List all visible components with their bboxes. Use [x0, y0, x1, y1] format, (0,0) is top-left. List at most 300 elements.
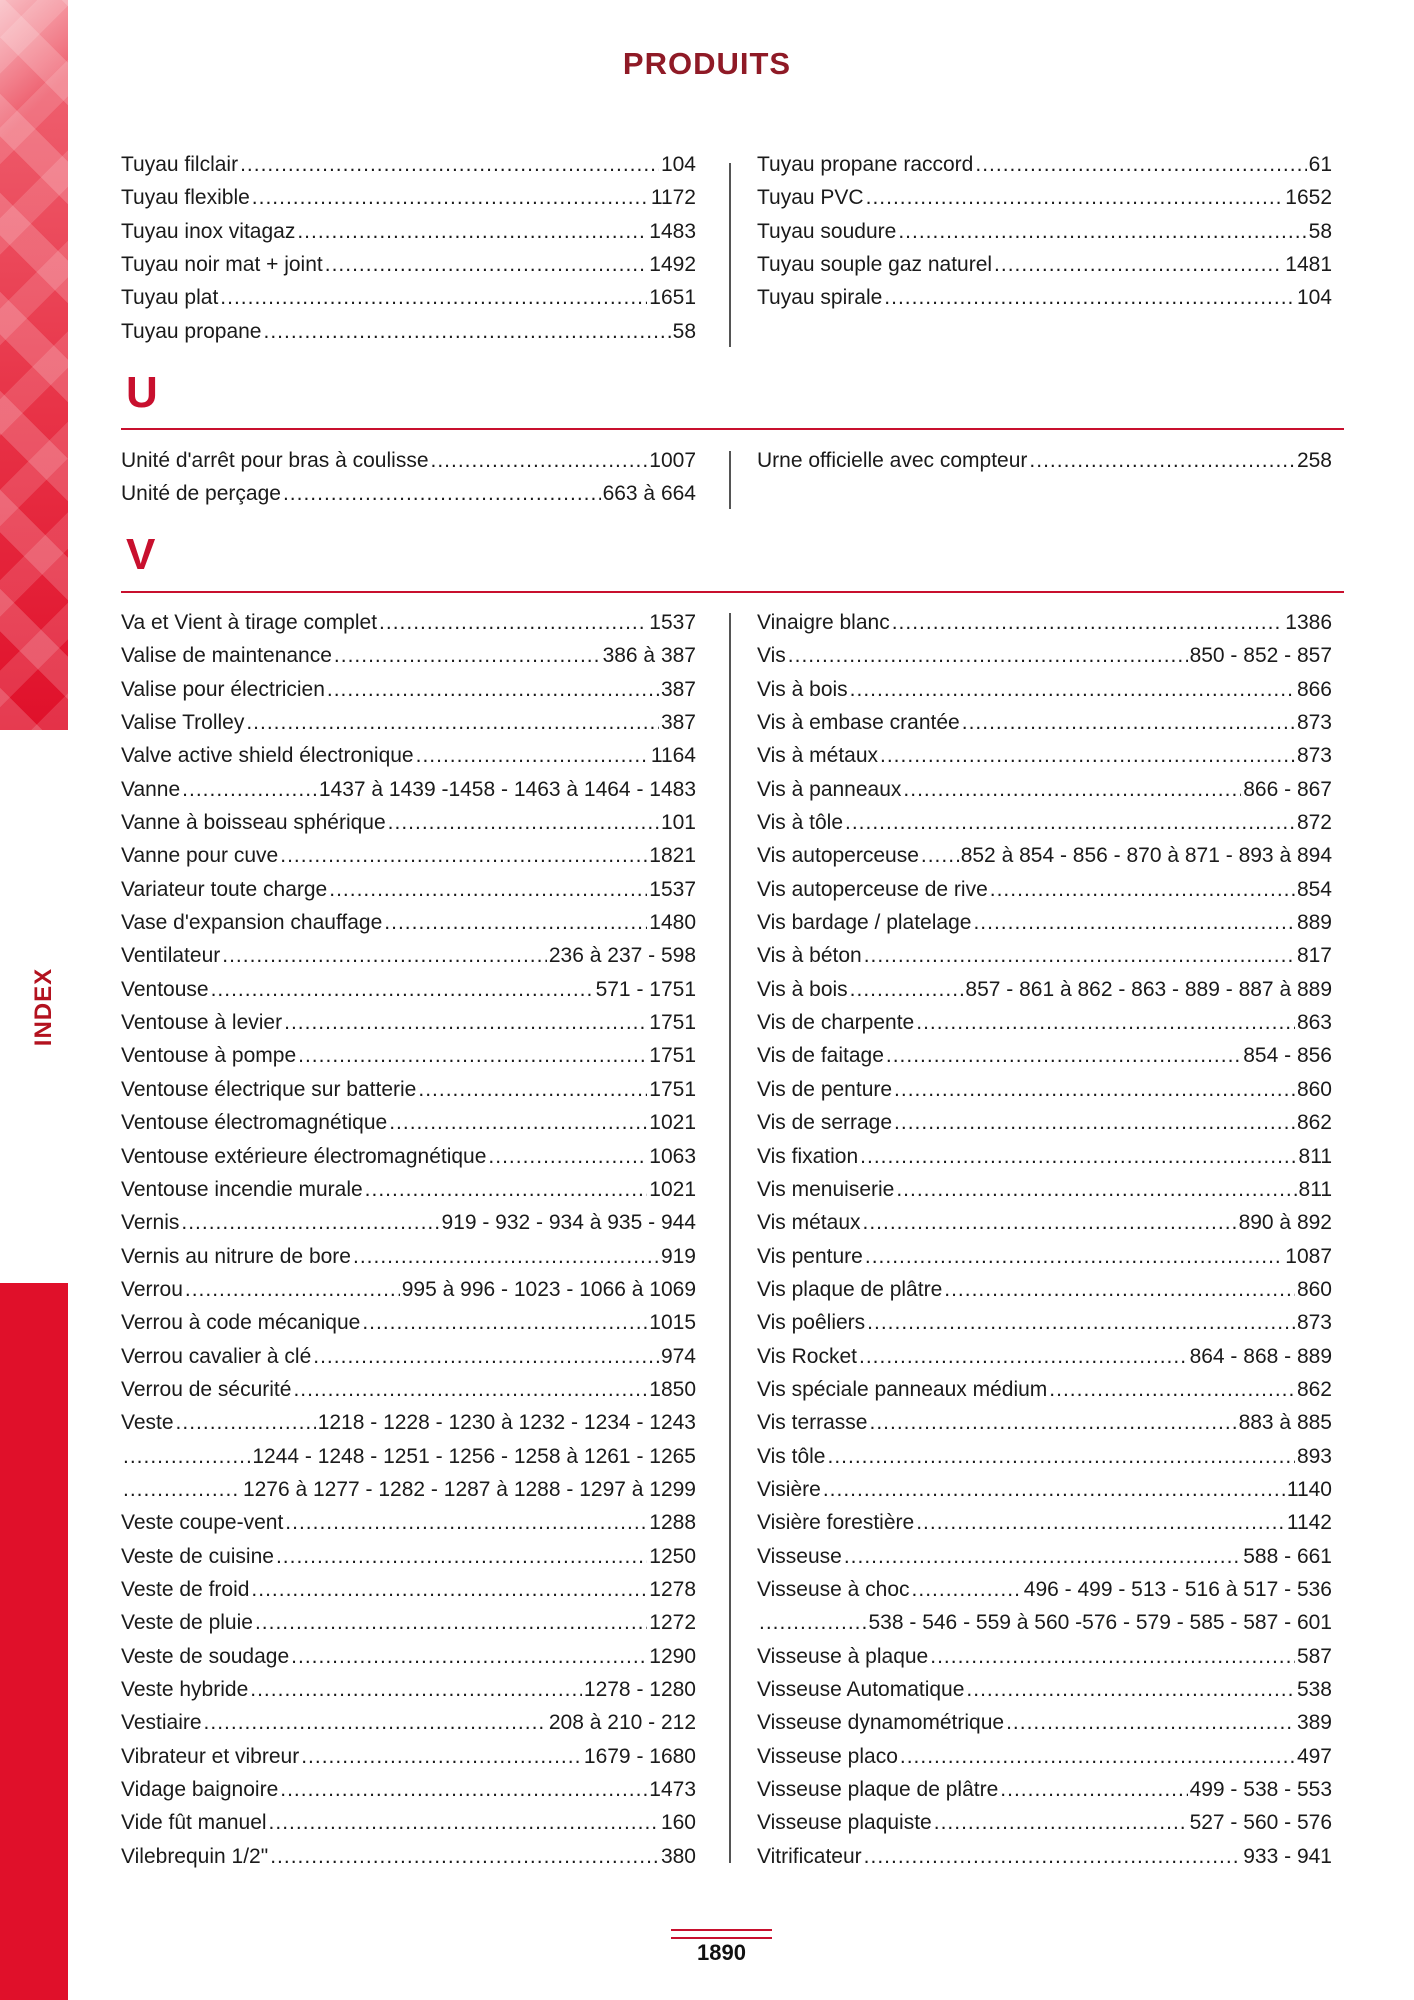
entry-page: 499 - 538 - 553 — [1189, 1778, 1332, 1802]
entry-page: 857 - 861 à 862 - 863 - 889 - 887 à 889 — [965, 977, 1332, 1001]
index-entry — [121, 1073, 696, 1106]
dot-leader — [255, 1606, 647, 1639]
dot-leader — [285, 1506, 647, 1539]
entry-term: Vis — [757, 644, 786, 668]
dot-leader — [860, 1140, 1296, 1173]
entry-page: 1272 — [649, 1611, 696, 1635]
entry-page: 863 — [1296, 1011, 1332, 1035]
index-entry — [121, 1039, 696, 1072]
index-entry — [757, 1039, 1332, 1072]
dot-leader — [867, 1306, 1295, 1339]
entry-page: 663 à 664 — [602, 482, 696, 506]
entry-page: 386 à 387 — [602, 644, 696, 668]
dot-leader — [823, 1473, 1285, 1506]
index-entry — [757, 1673, 1332, 1706]
entry-term: Ventouse — [121, 977, 209, 1001]
index-entry — [757, 1806, 1332, 1839]
dot-leader — [850, 673, 1295, 706]
dot-leader — [362, 1306, 647, 1339]
dot-leader — [416, 739, 649, 772]
index-entry — [757, 1640, 1332, 1673]
entry-term: Visière — [757, 1477, 821, 1501]
entry-page: 587 — [1296, 1644, 1332, 1668]
entry-term: Vestiaire — [121, 1711, 202, 1735]
entry-term: Visseuse plaquiste — [757, 1811, 932, 1835]
entry-page: 497 — [1296, 1744, 1332, 1768]
index-entry — [121, 1006, 696, 1039]
dot-leader — [185, 1273, 400, 1306]
entry-term: Veste de froid — [121, 1577, 250, 1601]
entry-page: 811 — [1298, 1144, 1332, 1168]
index-entry — [757, 1306, 1332, 1339]
u-left-column — [121, 444, 696, 511]
dot-leader — [934, 1806, 1188, 1839]
entry-page: 538 — [1296, 1678, 1332, 1701]
t-left-column — [121, 148, 696, 348]
entry-term: Ventouse électromagnétique — [121, 1111, 388, 1135]
index-entry — [121, 1406, 696, 1439]
u-right-column — [757, 444, 1332, 477]
entry-page: 890 à 892 — [1238, 1211, 1332, 1235]
index-entry — [121, 1706, 696, 1739]
entry-term: Vis à tôle — [757, 811, 843, 835]
index-entry — [121, 1640, 696, 1673]
index-entry — [757, 1006, 1332, 1039]
section-letter-v: V — [126, 530, 156, 579]
entry-term: Visseuse à choc — [757, 1577, 910, 1601]
index-entry — [121, 806, 696, 839]
entry-term: Vis terrasse — [757, 1411, 868, 1435]
index-entry — [757, 1373, 1332, 1406]
entry-page: 1276 à 1277 - 1282 - 1287 à 1288 - 1297 à 1299 — [242, 1477, 696, 1501]
index-entry — [121, 706, 696, 739]
index-entry — [757, 1173, 1332, 1206]
index-entry — [757, 1140, 1332, 1173]
entry-term: Vitrificateur — [757, 1844, 862, 1868]
index-entry — [121, 215, 696, 248]
index-entry — [757, 839, 1332, 872]
index-entry — [757, 973, 1332, 1006]
dot-leader — [280, 1773, 647, 1806]
t-column-divider — [729, 163, 731, 347]
entry-term: Ventilateur — [121, 944, 221, 968]
dot-leader — [384, 906, 647, 939]
entry-term: Verrou cavalier à clé — [121, 1344, 312, 1368]
entry-term: Vidage baignoire — [121, 1778, 279, 1802]
dot-leader — [211, 973, 594, 1006]
index-entry — [757, 1573, 1332, 1606]
entry-page: 919 — [660, 1244, 696, 1268]
dot-leader — [365, 1173, 648, 1206]
entry-page: 208 à 210 - 212 — [548, 1711, 696, 1735]
entry-term: Vis de charpente — [757, 1011, 915, 1035]
entry-page: 1652 — [1285, 186, 1332, 210]
v-right-column — [757, 606, 1332, 1873]
entry-term: Tuyau soudure — [757, 219, 897, 243]
entry-term: Ventouse extérieure électromagnétique — [121, 1144, 487, 1168]
dot-leader — [1029, 444, 1295, 477]
dot-leader — [252, 181, 649, 214]
entry-term: Verrou à code mécanique — [121, 1311, 361, 1335]
index-entry — [121, 148, 696, 181]
v-left-column — [121, 606, 696, 1873]
entry-term: Visseuse dynamométrique — [757, 1711, 1005, 1735]
t-right-column — [757, 148, 1332, 315]
entry-page: 862 — [1296, 1111, 1332, 1135]
dot-leader — [788, 639, 1188, 672]
entry-page: 387 — [660, 711, 696, 735]
index-entry — [121, 1506, 696, 1539]
index-entry — [121, 773, 696, 806]
dot-leader — [222, 939, 547, 972]
entry-page: 893 — [1296, 1444, 1332, 1468]
index-entry — [121, 1106, 696, 1139]
entry-term: Visière forestière — [757, 1511, 915, 1535]
entry-term: Vis à bois — [757, 677, 848, 701]
entry-page: 1021 — [649, 1177, 696, 1201]
entry-page: 1481 — [1285, 253, 1332, 277]
dot-leader — [1000, 1773, 1187, 1806]
entry-page: 258 — [1296, 449, 1332, 472]
dot-leader — [379, 606, 647, 639]
dot-leader — [270, 1840, 659, 1873]
index-entry — [121, 281, 696, 314]
entry-term: Vis menuiserie — [757, 1177, 895, 1201]
page-title: PRODUITS — [622, 46, 792, 81]
index-entry — [121, 1773, 696, 1806]
dot-leader — [313, 1340, 659, 1373]
dot-leader — [204, 1706, 547, 1739]
entry-term: Tuyau inox vitagaz — [121, 219, 296, 243]
entry-page: 1751 — [649, 1011, 696, 1035]
entry-page: 1821 — [649, 844, 696, 868]
entry-term: Tuyau propane — [121, 319, 262, 343]
entry-page: 873 — [1296, 1311, 1332, 1335]
dot-leader — [488, 1140, 647, 1173]
entry-term: Veste coupe-vent — [121, 1511, 284, 1535]
entry-term: Vis poêliers — [757, 1311, 866, 1335]
index-entry — [757, 1073, 1332, 1106]
dot-leader — [900, 1740, 1295, 1773]
dot-leader — [994, 248, 1283, 281]
entry-term: Vinaigre blanc — [757, 611, 890, 634]
dot-leader — [880, 739, 1295, 772]
dot-leader — [388, 806, 659, 839]
entry-page: 1087 — [1285, 1244, 1332, 1268]
entry-page: 1480 — [649, 911, 696, 935]
entry-term: Veste hybride — [121, 1678, 249, 1701]
entry-page: 1679 - 1680 — [583, 1744, 696, 1768]
entry-term: Tuyau noir mat + joint — [121, 253, 323, 277]
entry-term: Veste de soudage — [121, 1644, 290, 1668]
dot-leader — [864, 1840, 1242, 1873]
entry-term: Vis tôle — [757, 1444, 826, 1468]
dot-leader — [301, 1740, 582, 1773]
index-entry — [757, 1473, 1332, 1506]
entry-term: Vibrateur et vibreur — [121, 1744, 300, 1768]
entry-term: Visseuse à plaque — [757, 1644, 929, 1668]
index-entry — [121, 1140, 696, 1173]
entry-term: Vis spéciale panneaux médium — [757, 1377, 1048, 1401]
entry-page: 873 — [1296, 744, 1332, 768]
index-entry — [757, 1240, 1332, 1273]
entry-page: 1751 — [649, 1044, 696, 1068]
dot-leader — [870, 1406, 1237, 1439]
dot-leader — [283, 477, 601, 510]
index-entry — [121, 1540, 696, 1573]
index-entry — [757, 215, 1332, 248]
entry-term: Tuyau PVC — [757, 186, 864, 210]
index-entry — [121, 939, 696, 972]
entry-term: Veste — [121, 1411, 174, 1435]
dot-leader — [269, 1806, 659, 1839]
entry-page: 1850 — [649, 1377, 696, 1401]
entry-page: 1386 — [1285, 611, 1332, 634]
entry-term: Ventouse à pompe — [121, 1044, 297, 1068]
entry-term: Vase d'expansion chauffage — [121, 911, 383, 935]
entry-page: 852 à 854 - 856 - 870 à 871 - 893 à 894 — [960, 844, 1332, 868]
entry-page: 860 — [1296, 1277, 1332, 1301]
entry-term: Vanne pour cuve — [121, 844, 279, 868]
entry-term: Verrou de sécurité — [121, 1377, 292, 1401]
index-entry — [757, 1606, 1332, 1639]
dot-leader — [896, 1173, 1296, 1206]
index-entry — [121, 248, 696, 281]
entry-page: 919 - 932 - 934 à 935 - 944 — [441, 1211, 696, 1235]
index-entry — [757, 639, 1332, 672]
index-entry — [757, 773, 1332, 806]
entry-page: 854 - 856 — [1243, 1044, 1332, 1068]
entry-page: 889 — [1296, 911, 1332, 935]
entry-term: Vis autoperceuse de rive — [757, 877, 988, 901]
dot-leader — [884, 281, 1295, 314]
dot-leader — [944, 1273, 1295, 1306]
dot-leader — [298, 1039, 647, 1072]
entry-page: 1288 — [649, 1511, 696, 1535]
entry-term: Vanne à boisseau sphérique — [121, 811, 386, 835]
decorative-band-bottom — [0, 1283, 68, 2000]
index-entry — [121, 839, 696, 872]
dot-leader — [916, 1506, 1285, 1539]
index-entry — [121, 1740, 696, 1773]
entry-page: 571 - 1751 — [595, 977, 696, 1001]
entry-page: 854 — [1296, 877, 1332, 901]
entry-page: 1015 — [649, 1311, 696, 1335]
index-entry — [757, 1773, 1332, 1806]
dot-leader — [251, 1573, 647, 1606]
entry-term: Vis autoperceuse — [757, 844, 919, 868]
index-entry — [757, 1273, 1332, 1306]
entry-page: 1492 — [649, 253, 696, 277]
entry-term: Tuyau propane raccord — [757, 153, 974, 176]
entry-term: Vis bardage / platelage — [757, 911, 972, 935]
entry-page: 933 - 941 — [1243, 1844, 1332, 1868]
entry-page: 1290 — [649, 1644, 696, 1668]
dot-leader — [966, 1673, 1295, 1706]
dot-leader — [280, 839, 647, 872]
entry-term: Vernis — [121, 1211, 180, 1235]
entry-page: 1278 - 1280 — [583, 1678, 696, 1701]
entry-page: 1218 - 1228 - 1230 à 1232 - 1234 - 1243 — [317, 1411, 696, 1435]
entry-term: Veste de pluie — [121, 1611, 253, 1635]
entry-term: Tuyau filclair — [121, 153, 239, 176]
entry-term: Variateur toute charge — [121, 877, 328, 901]
entry-page: 1651 — [649, 286, 696, 310]
dot-leader — [220, 281, 647, 314]
entry-page: 1021 — [649, 1111, 696, 1135]
index-entry — [757, 1106, 1332, 1139]
index-entry — [757, 281, 1332, 314]
dot-leader — [962, 706, 1295, 739]
entry-page: 974 — [660, 1344, 696, 1368]
dot-leader — [863, 1206, 1237, 1239]
index-entry — [757, 1740, 1332, 1773]
dot-leader — [864, 939, 1295, 972]
entry-term: Tuyau souple gaz naturel — [757, 253, 993, 277]
dot-leader — [293, 1373, 647, 1406]
index-entry — [121, 639, 696, 672]
entry-term: Visseuse — [757, 1544, 842, 1568]
entry-page: 1437 à 1439 -1458 - 1463 à 1464 - 1483 — [318, 777, 696, 801]
index-entry — [757, 148, 1332, 181]
entry-term: Urne officielle avec compteur — [757, 449, 1028, 472]
dot-leader — [334, 639, 601, 672]
entry-term: Vernis au nitrure de bore — [121, 1244, 351, 1268]
entry-term: Tuyau flexible — [121, 186, 250, 210]
entry-page: 862 — [1296, 1377, 1332, 1401]
index-entry — [757, 606, 1332, 639]
dot-leader — [903, 773, 1241, 806]
decorative-band-top — [0, 0, 68, 730]
index-entry — [757, 673, 1332, 706]
index-entry — [121, 1606, 696, 1639]
dot-leader — [912, 1573, 1022, 1606]
entry-term: Valise de maintenance — [121, 644, 332, 668]
dot-leader — [921, 839, 959, 872]
entry-term: Vis de serrage — [757, 1111, 893, 1135]
dot-leader — [284, 1006, 647, 1039]
entry-page: 1063 — [649, 1144, 696, 1168]
index-entry — [121, 1240, 696, 1273]
entry-page: 1751 — [649, 1077, 696, 1101]
entry-page: 1172 — [650, 186, 696, 210]
index-entry — [757, 181, 1332, 214]
dot-leader — [828, 1440, 1295, 1473]
index-entry — [121, 1840, 696, 1873]
dot-leader — [291, 1640, 647, 1673]
entry-term: Vide fût manuel — [121, 1811, 267, 1835]
dot-leader — [975, 148, 1306, 181]
entry-term: Tuyau spirale — [757, 286, 883, 310]
entry-term: Ventouse à levier — [121, 1011, 283, 1035]
entry-page: 1250 — [649, 1544, 696, 1568]
index-entry — [121, 873, 696, 906]
entry-term: Valise Trolley — [121, 711, 245, 735]
dot-leader — [1049, 1373, 1295, 1406]
index-entry — [757, 739, 1332, 772]
entry-page: 872 — [1296, 811, 1332, 835]
entry-term: Vis à panneaux — [757, 777, 902, 801]
index-entry — [757, 1706, 1332, 1739]
entry-term: Vis plaque de plâtre — [757, 1277, 943, 1301]
entry-page: 236 à 237 - 598 — [548, 944, 696, 968]
index-entry — [757, 1540, 1332, 1573]
index-entry — [757, 1506, 1332, 1539]
entry-term: Veste de cuisine — [121, 1544, 274, 1568]
dot-leader — [865, 1240, 1283, 1273]
entry-page: 817 — [1296, 944, 1332, 968]
index-entry — [757, 806, 1332, 839]
index-entry — [121, 1206, 696, 1239]
entry-page: 58 — [672, 319, 696, 343]
dot-leader — [325, 248, 648, 281]
entry-page: 873 — [1296, 711, 1332, 735]
index-entry — [757, 248, 1332, 281]
dot-leader — [123, 1473, 241, 1506]
entry-term: Vis de penture — [757, 1077, 893, 1101]
entry-page: 1473 — [649, 1778, 696, 1802]
index-entry — [121, 906, 696, 939]
index-entry — [757, 1440, 1332, 1473]
index-entry — [121, 1473, 696, 1506]
dot-leader — [431, 444, 648, 477]
dot-leader — [859, 1340, 1188, 1373]
entry-page: 527 - 560 - 576 — [1189, 1811, 1332, 1835]
entry-page: 864 - 868 - 889 — [1189, 1344, 1332, 1368]
entry-page: 860 — [1296, 1077, 1332, 1101]
entry-page: 1537 — [649, 877, 696, 901]
entry-page: 883 à 885 — [1238, 1411, 1332, 1435]
entry-term: Vilebrequin 1/2" — [121, 1844, 269, 1868]
index-entry — [757, 1840, 1332, 1873]
index-entry — [757, 1206, 1332, 1239]
entry-term: Vis métaux — [757, 1211, 861, 1235]
index-entry — [121, 444, 696, 477]
dot-leader — [329, 873, 647, 906]
section-letter-u: U — [126, 368, 158, 417]
index-entry — [121, 1306, 696, 1339]
dot-leader — [844, 1540, 1241, 1573]
dot-leader — [123, 1440, 250, 1473]
index-entry — [121, 1673, 696, 1706]
entry-page: 866 - 867 — [1243, 777, 1332, 801]
entry-page: 811 — [1298, 1177, 1332, 1201]
dot-leader — [176, 1406, 316, 1439]
index-entry — [757, 873, 1332, 906]
dot-leader — [276, 1540, 647, 1573]
dot-leader — [845, 806, 1295, 839]
entry-term: Valve active shield électronique — [121, 744, 414, 768]
section-rule-u — [121, 428, 1344, 430]
entry-term: Visseuse Automatique — [757, 1678, 965, 1701]
entry-page: 387 — [660, 677, 696, 701]
index-entry — [121, 477, 696, 510]
entry-term: Visseuse placo — [757, 1744, 898, 1768]
dot-leader — [182, 773, 317, 806]
index-entry — [121, 1373, 696, 1406]
dot-leader — [353, 1240, 659, 1273]
index-entry — [121, 973, 696, 1006]
entry-term: Vis fixation — [757, 1144, 859, 1168]
entry-term: Verrou — [121, 1277, 183, 1301]
entry-term: Vis à embase crantée — [757, 711, 960, 735]
index-entry — [121, 1573, 696, 1606]
entry-term: Visseuse plaque de plâtre — [757, 1778, 999, 1802]
page-number: 1890 — [697, 1940, 746, 1965]
entry-term: Valise pour électricien — [121, 677, 325, 701]
entry-page: 104 — [1296, 286, 1332, 310]
entry-page: 101 — [660, 811, 696, 835]
